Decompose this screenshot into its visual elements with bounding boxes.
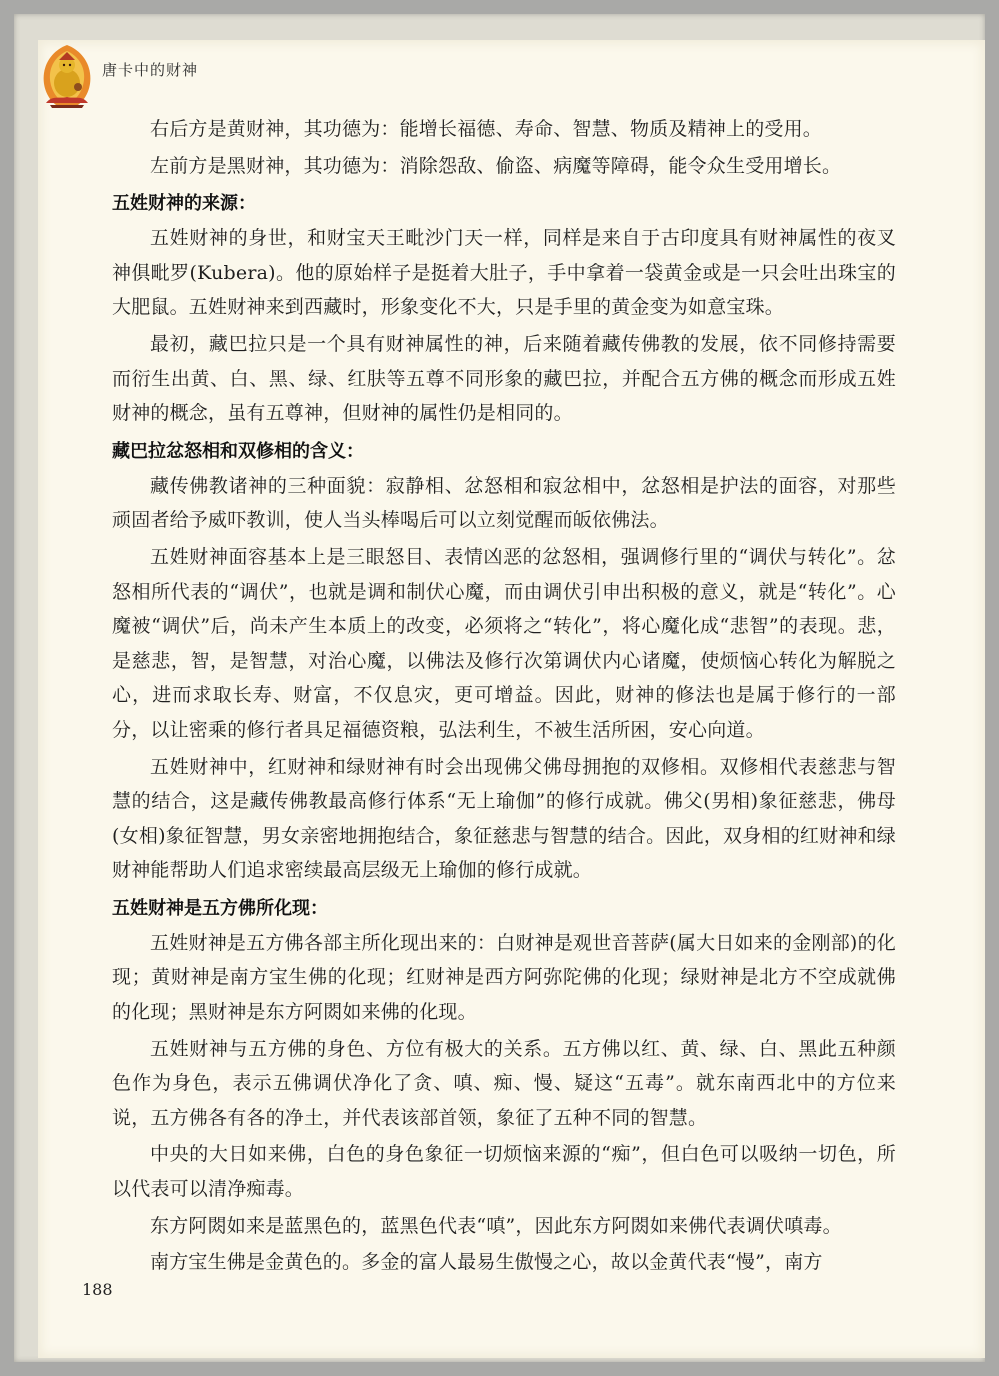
body-paragraph: 南方宝生佛是金黄色的。多金的富人最易生傲慢之心，故以金黄代表“慢”，南方 [150,1251,823,1274]
section-heading: 五姓财神是五方佛所化现： [112,897,328,919]
body-paragraph: 五姓财神中，红财神和绿财神有时会出现佛父佛母拥抱的双修相。双修相代表慈悲与智慧的结合，这是藏传佛教最高修行体系“无上瑜伽”的修行成就。佛父(男相)象征慈悲，佛母(女相)象征智慧，男女亲密地拥抱结合，象征慈悲与智慧的结合。因此，双身相的红财神和绿财神能帮助人们追求密续最高层级无上瑜伽的修行成就。 [112,755,896,882]
body-paragraph: 藏传佛教诸神的三种面貌：寂静相、忿怒相和寂忿相中，忿怒相是护法的面容，对那些顽固者给予威吓教训，使人当头棒喝后可以立刻觉醒而皈依佛法。 [112,474,896,532]
running-header [38,36,198,116]
deity-thangka-icon [38,43,96,109]
body-paragraph: 五姓财神是五方佛各部主所化现出来的：白财神是观世音菩萨(属大日如来的金刚部)的化现；黄财神是南方宝生佛的化现；红财神是西方阿弥陀佛的化现；绿财神是北方不空成就佛的化现；黑财神是东方阿閦如来佛的化现。 [112,931,896,1024]
body-paragraph: 五姓财神与五方佛的身色、方位有极大的关系。五方佛以红、黄、绿、白、黑此五种颜色作为身色，表示五佛调伏净化了贪、嗔、痴、慢、疑这“五毒”。就东南西北中的方位来说，五方佛各有各的净土，并代表该部首领，象征了五种不同的智慧。 [112,1037,896,1129]
body-paragraph: 五姓财神面容基本上是三眼怒目、表情凶恶的忿怒相，强调修行里的“调伏与转化”。忿怒相所代表的“调伏”，也就是调和制伏心魔，而由调伏引申出积极的意义，就是“转化”。心魔被“调伏”后，尚未产生本质上的改变，必须将之“转化”，将心魔化成“悲智”的表现。悲，是慈悲，智，是智慧，对治心魔，以佛法及修行次第调伏内心诸魔，使烦恼心转化为解脱之心，进而求取长寿、财富，不仅息灾，更可增益。因此，财神的修法也是属于修行的一部分，以让密乘的修行者具足福德资粮，弘法利生，不被生活所困，安心向道。 [112,545,896,741]
body-paragraph: 左前方是黑财神，其功德为：消除怨敌、偷盗、病魔等障碍，能令众生受用增长。 [150,154,842,177]
body-paragraph: 东方阿閦如来是蓝黑色的，蓝黑色代表“嗔”，因此东方阿閦如来佛代表调伏嗔毒。 [150,1214,842,1237]
section-heading: 五姓财神的来源： [112,193,256,215]
page-number: 188 [82,1280,113,1299]
section-heading: 藏巴拉忿怒相和双修相的含义： [112,440,364,462]
body-paragraph: 最初，藏巴拉只是一个具有财神属性的神，后来随着藏传佛教的发展，依不同修持需要而衍生出黄、白、黑、绿、红肤等五尊不同形象的藏巴拉，并配合五方佛的概念而形成五姓财神的概念，虽有五尊神，但财神的属性仍是相同的。 [112,332,896,425]
body-paragraph: 中央的大日如来佛，白色的身色象征一切烦恼来源的“痴”，但白色可以吸纳一切色，所以代表可以清净痴毒。 [112,1143,896,1201]
body-paragraph: 五姓财神的身世，和财宝天王毗沙门天一样，同样是来自于古印度具有财神属性的夜叉神俱毗罗(Kubera)。他的原始样子是挺着大肚子，手中拿着一袋黄金或是一只会吐出珠宝的大肥鼠。五姓财神来到西藏时，形象变化不大，只是手里的黄金变为如意宝珠。 [112,227,896,319]
article-body [112,112,896,1282]
running-header-title: 唐卡中的财神 [102,60,199,79]
body-paragraph: 右后方是黄财神，其功德为：能增长福德、寿命、智慧、物质及精神上的受用。 [150,118,823,140]
